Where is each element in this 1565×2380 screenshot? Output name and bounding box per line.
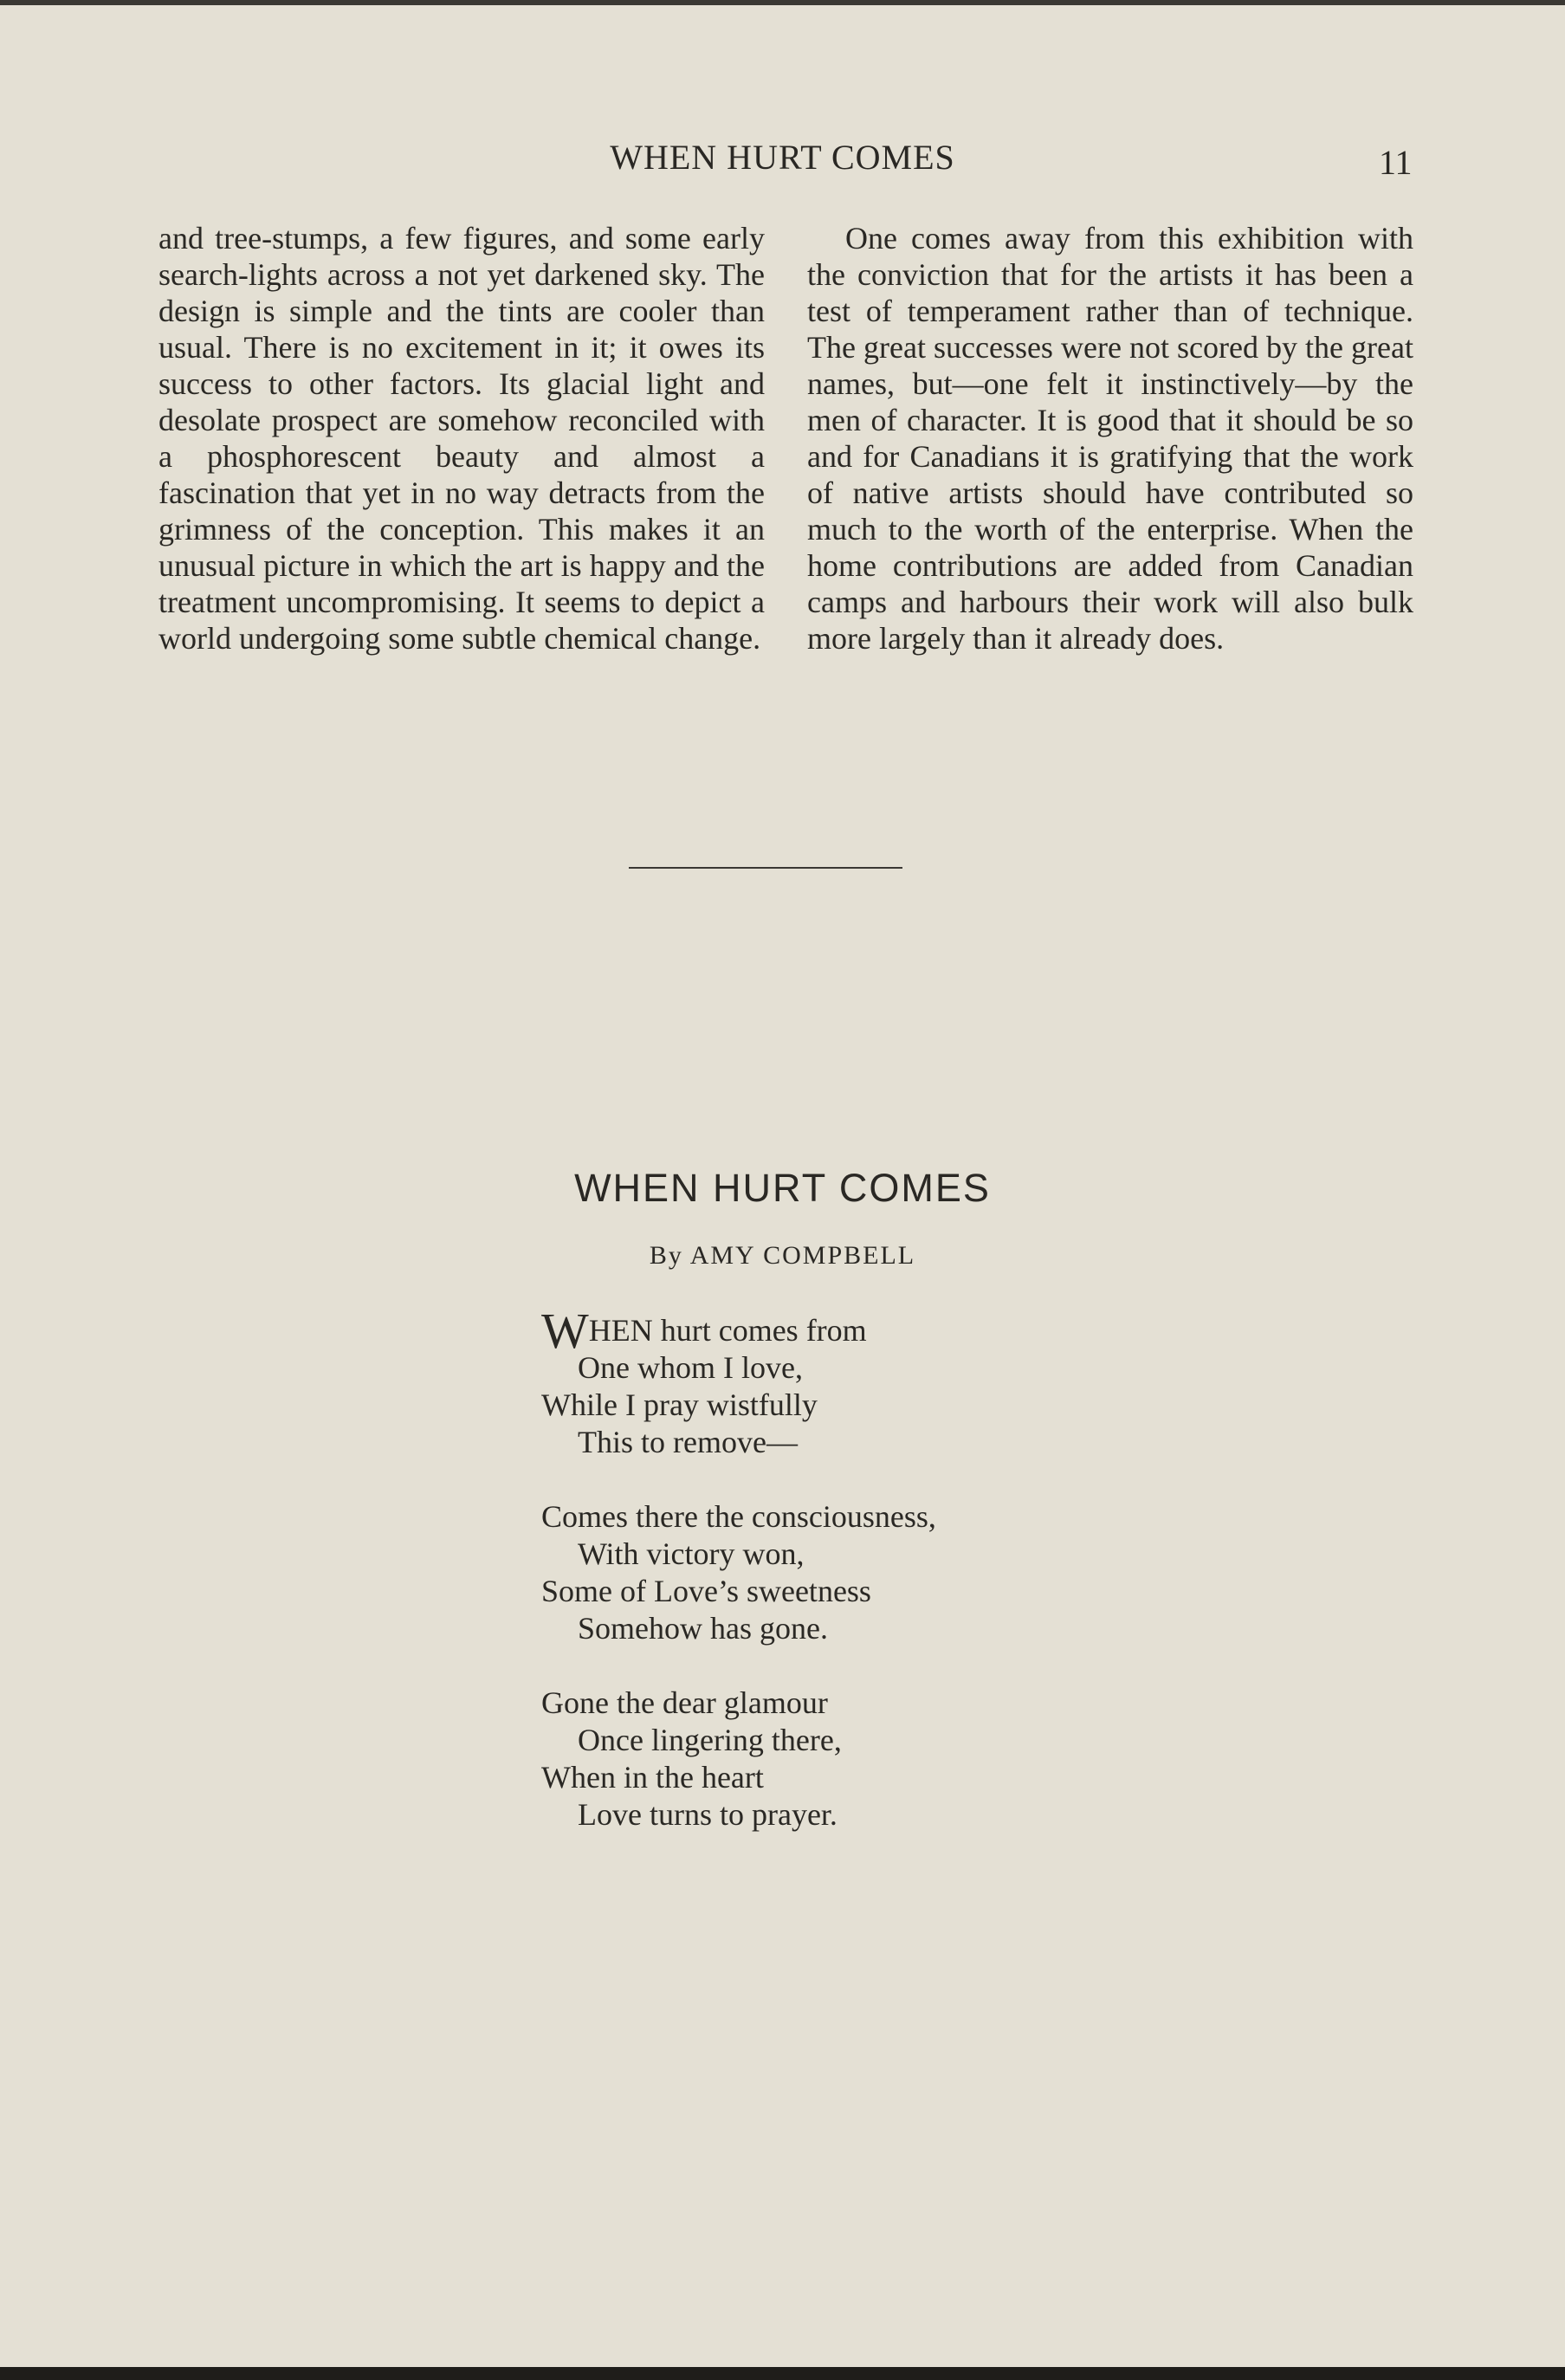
- poem-line: Comes there the consciousness,: [541, 1499, 936, 1534]
- poem-line: With victory won,: [578, 1536, 805, 1571]
- running-head: WHEN HURT COMES: [610, 138, 955, 177]
- page-bottom-edge: [0, 2367, 1565, 2380]
- page-top-edge: [0, 0, 1565, 5]
- poem-body: [541, 1303, 936, 1871]
- poem-line: When in the heart: [541, 1760, 764, 1795]
- drop-cap: W: [541, 1303, 589, 1359]
- poem-title: WHEN HURT COMES: [574, 1166, 991, 1210]
- poem-stanza: [541, 1303, 936, 1461]
- page-number: 11: [1379, 143, 1413, 182]
- poem-line-text: HEN hurt comes from: [588, 1313, 867, 1348]
- poem-line: While I pray wistfully: [541, 1387, 818, 1422]
- poem-line: Love turns to prayer.: [578, 1797, 837, 1832]
- article-left-column: [158, 220, 765, 656]
- article-paragraph: One comes away from this exhibition with the conviction that for the artists it has been a test of temperament rather than of technique. The great successes were not scored by the great names, but—one felt it instinctively—by the men of character. It is good that it should be so and for Canadians it is gratifying that the work of native artists should have contributed so much to the worth of the enterprise. When the home contributions are added from Canadian camps and harbours their work will also bulk more largely than it already does.: [807, 221, 1413, 656]
- poem-line: Gone the dear glamour: [541, 1685, 828, 1720]
- article-paragraph: and tree-stumps, a few figures, and some early search-lights across a not yet darkened sky. The design is simple and the tints are cooler than usual. There is no excitement in it; it owes its success to other factors. Its glacial light and desolate prospect are somehow reconciled with a phosphorescent beauty and almost a fascination that yet in no way detracts from the grimness of the conception. This makes it an unusual picture in which the art is happy and the treatment uncompromising. It seems to depict a world undergoing some subtle chemical change.: [158, 221, 765, 656]
- section-divider: [629, 867, 902, 869]
- poem-line: Some of Love’s sweetness: [541, 1574, 871, 1608]
- article-right-column: [807, 220, 1413, 656]
- poem-stanza: [541, 1498, 936, 1647]
- poem-line: This to remove—: [578, 1425, 798, 1459]
- poem-stanza: [541, 1685, 936, 1834]
- poem-byline: By AMY COMPBELL: [649, 1241, 916, 1270]
- poem-line: Somehow has gone.: [578, 1611, 828, 1646]
- poem-line: One whom I love,: [578, 1350, 803, 1385]
- poem-line: Once lingering there,: [578, 1723, 842, 1757]
- poem-line: [541, 1303, 936, 1359]
